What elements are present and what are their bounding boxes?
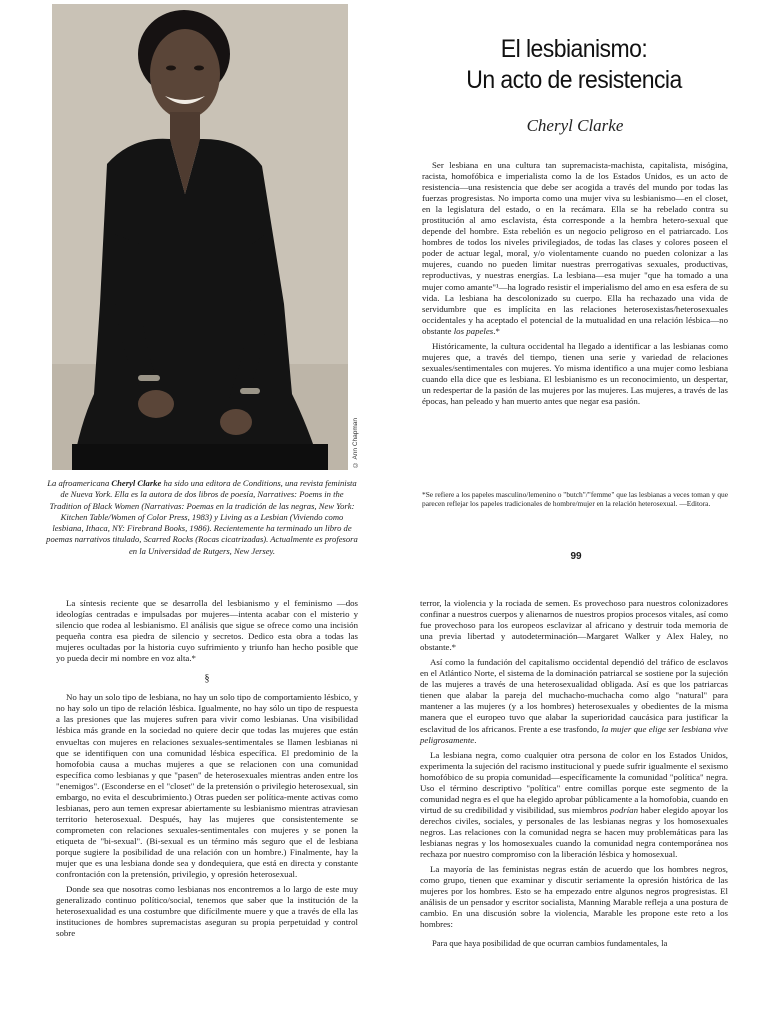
text-run: Ser lesbiana en una cultura tan supremacista-machista, capitalista, misógina, racista, homofóbica e imperialista como la de los Estados Unidos, es un acto de resistencia—una resistencia que debe ser acogida a través del mundo por todas las fuerzas progresistas. No importa como una mujer viva su lesbianismo—en el closet, en la legislatura del estado, o en la recámara. Ella se ha rebelado contra su prostitución al amo esclavista, ésta corresponde a la hembra hetero-sexual que depende del hombre. Esta rebelión es un negocio peligroso en el patriarcado. Los hombres de todos los niveles privilegiados, de todas las clases y colores poseen el poder de actuar legal, moral, y/o violentamente cuando no pueden colonizar a las mujeres, cuando no pueden limitar nuestras prerrogativas sexuales, productivas, reproductivas, y nuestras energías. La lesbiana—esa mujer "que ha tomado a una mujer como amante"¹—ha logrado resistir el imperialismo del amo en esa esfera de su vida. La lesbiana ha descolonizado su cuerpo. Ella ha rechazado una vida de servidumbre que es implícita en las relaciones heterosexistas/heterosexuales occidentales y ha aceptado el potencial de la mutualidad en una relación lésbica—no obstante <box>422 160 728 336</box>
caption-intro: La afroamericana <box>47 478 112 488</box>
paragraph: Históricamente, la cultura occidental ha llegado a identificar a las lesbianas como mujeres que, a través del tiempo, tienen una serie y variedad de relaciones sexuales/sentimentales con mujeres. Yo misma identifico a una mujer como lesbiana cuando ella dice que es lesbiana. El lesbianismo es un reconocimiento, un despertar, un redespertar de la pasión de las mujeres por las mujeres. Las mujeres, a través de las épocas, han peleado y han muerto antes que negar esa pasión. <box>422 340 728 406</box>
title-line-2: Un acto de resistencia <box>466 66 682 94</box>
title-line-1: El lesbianismo: <box>500 35 648 63</box>
photo-credit: © Ann Chapman <box>352 417 359 468</box>
emphasis: los papeles <box>453 325 494 336</box>
text-run: . <box>474 734 477 745</box>
block-quote: Para que haya posibilidad de que ocurran cambios fundamentales, la <box>432 938 668 949</box>
text-run: Así como la fundación del capitalismo occidental dependió del tráfico de esclavos en el Atlántico Norte, el sistema de la dominación patriarcal se sostiene por la sujeción de las mujeres a través de una heterosexualidad obligada. Así es que los patriarcas tienen que alabar la pareja del muchacho-muchacha como algo "natural" para mantener a las mujeres (y a los hombres) heterosexuales y obedientes de la misma manera que el europeo tuvo que alabar la superioridad caucásica para justificar la esclavitud de los africanos. Frente a ese trasfondo, <box>420 657 728 734</box>
left-bottom-column <box>56 598 358 939</box>
article-title <box>425 34 723 96</box>
article-author: Cheryl Clarke <box>526 116 624 135</box>
caption-body: ha sido una editora de Conditions, una revista feminista de Nueva York. Ella es la autora de dos libros de poesía, Narratives: Poems in the Tradition of Black Women (Narrativas: Poemas en la tradición de las negras, New York: Kitchen Table/Women of Color Press, 1983) y Living as a Lesbian (Viviendo como lesbiana, Ithaca, NY: Firebrand Books, 1986). Recientemente ha terminado un libro de poemas narrativos titulado, Scarred Rocks (Rocas cicatrizadas). Actualmente es profesora en la Universidad de Rutgers, New Jersey. <box>46 478 358 556</box>
photo-caption <box>44 478 360 557</box>
paragraph <box>422 160 728 337</box>
author-photo <box>52 4 348 470</box>
section-mark: § <box>204 673 210 685</box>
text-run: haber elegido apoyar los derechos civiles, sociales, y personales de las lesbianas negras y los homosexuales negros. Las relaciones con la comunidad negra se hacen muy problemáticas para las lesbianas negras y los homosexuales cuando la comunidad negra contemporánea nos rechaza por nuestro compromiso con la liberación lésbica y homosexual. <box>420 804 728 860</box>
right-bottom-column <box>420 598 728 949</box>
right-top-column <box>422 160 728 407</box>
portrait-illustration <box>52 4 348 470</box>
caption-author-name: Cheryl Clarke <box>111 478 162 488</box>
paragraph: La síntesis reciente que se desarrolla del lesbianismo y el feminismo —dos ideologías centradas e impulsadas por mujeres—intenta acabar con el misterio y silencio que rodea al lesbianismo. El análisis que sigue se ofrece como una incisión pequeña contra esa piedra de silencio y secretos. Dedico esta obra a todas las mujeres ocultadas por la historia cuyo sufrimiento y triunfo han hecho posible que yo pueda decir mi nombre en voz alta.* <box>56 598 358 664</box>
paragraph: Donde sea que nosotras como lesbianas nos encontremos a lo largo de este muy generalizado continuo político/social, tenemos que saber que la institución de la heterosexualidad es una costumbre que difícilmente muere y que a través de ella las instituciones de hombres supremacistas aseguran su propia perpetuidad y control sobre <box>56 884 358 939</box>
emphasis: podrían <box>610 804 639 815</box>
paragraph: La mayoría de las feministas negras están de acuerdo que los hombres negros, como grupo, tienen que examinar y discutir seriamente la opresión histórica de las mujeres por los hombres. Esto se ha empezado entre algunos negros progresistas. El análisis de un pensador y escritor socialista, Manning Marable refleja a una postura de cambio. En una discusión sobre la violencia, Marable les propone este reto a los hombres: <box>420 864 728 930</box>
paragraph <box>420 657 728 745</box>
footnote: *Se refiere a los papeles masculino/lemenino o "butch"/"femme" que las lesbianas a veces toman y que parecen reflejar los papeles tradicionales de hombre/mujer en la relación heterosexual. —Editora. <box>422 490 728 509</box>
paragraph <box>420 750 728 860</box>
page-number: 99 <box>570 551 582 562</box>
paragraph: No hay un solo tipo de lesbiana, no hay un solo tipo de comportamiento lésbico, y no hay solo un tipo de relación lésbica. Igualmente, no hay sólo un tipo de respuesta a las presiones que las mujeres sufren para vivir como lesbianas. Una visibilidad lésbica más grande en la sociedad no quiere decir que todas las mujeres que están envueltas con mujeres en relaciones sexuales-sentimentales se llamen lesbianas ni que se identifiquen con una comunidad lésbica específica. El predominio de la homofobia causa a muchas mujeres a que se relacionen con una comunidad específica como lesbianas y que "pasen" de heterosexuales mientras anden entre los "enemigos". (Esconderse en el "closet" de la pretensión o privilegio heterosexual, sin embargo, no evita el descubrimiento.) Otras pueden ser política-mente activas como lesbianas, pero aun temen expresar abiertamente su lesbianismo mientras atraviesan territorio heterosexual. Después, hay las mujeres que consistentemente se comprometen con relaciones sexuales-sentimentales con mujeres y se ponen la etiqueta de "bi-sexual". (Bi-sexual es un término más seguro que el de lesbiana porque sugiere la posibilidad de una relación con un hombre.) Finalmente, hay la mujer que es una lesbiana donde sea y dondequiera, que está en directa y constante confrontación con la pretensión, privilegio, y opresión heterosexual. <box>56 692 358 880</box>
text-run: La lesbiana negra, como cualquier otra persona de color en los Estados Unidos, experimenta la sujeción del racismo institucional y puede sufrir igualmente el sexismo homofóbico de su propia comunidad—específicamente la comunidad "política" negra. Uso el término descriptivo "política" entre comillas porque este segmento de la comunidad negra es el que ha elegido aprobar públicamente a la homofobia, cuando en virtud de su credibilidad y visibilidad, sus miembros <box>420 749 728 815</box>
text-run: .* <box>493 325 500 336</box>
paragraph: terror, la violencia y la rociada de semen. Es provechoso para nuestros colonizadores confinar a nuestros cuerpos y alienarnos de nuestros propios procesos vitales, así como fue provechoso para los europeos esclavizar al africano y destruir toda memoria de una previa libertad y autodeterminación—Margaret Walker y Alex Haley, no obstante.* <box>420 598 728 653</box>
emphasis: la mujer que elige ser lesbiana vive peligrosamente <box>420 723 728 745</box>
